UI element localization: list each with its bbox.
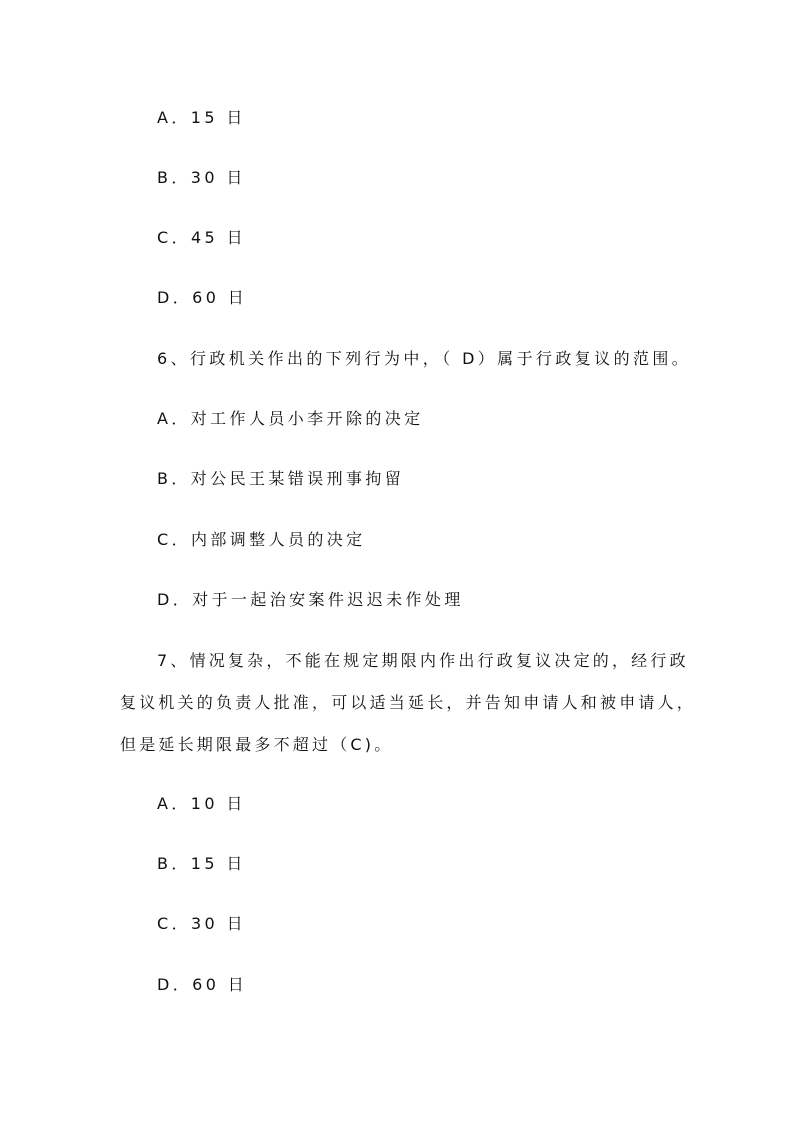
q6-option-c: C．内部调整人员的决定 <box>157 530 366 549</box>
q7-stem-line-1: 7、情况复杂，不能在规定期限内作出行政复议决定的，经行政 <box>157 651 689 670</box>
q7-option-d: D．60 日 <box>157 975 248 994</box>
q7-stem-line-3: 但是延长期限最多不超过（C)。 <box>120 735 394 754</box>
q5-option-d: D．60 日 <box>157 288 248 307</box>
q7-option-a: A．10 日 <box>157 794 246 813</box>
q6-option-d: D．对于一起治安案件迟迟未作处理 <box>157 590 464 609</box>
q5-option-b: B．30 日 <box>157 168 246 187</box>
q6-option-a: A．对工作人员小李开除的决定 <box>157 409 424 428</box>
q7-option-c: C．30 日 <box>157 914 247 933</box>
q7-stem-line-2: 复议机关的负责人批准，可以适当延长，并告知申请人和被申请人， <box>120 693 697 712</box>
q6-option-b: B．对公民王某错误刑事拘留 <box>157 469 405 488</box>
q5-option-c: C．45 日 <box>157 228 247 247</box>
q5-option-a: A．15 日 <box>157 108 246 127</box>
q6-stem: 6、行政机关作出的下列行为中，（ D）属于行政复议的范围。 <box>157 349 692 368</box>
q7-option-b: B．15 日 <box>157 854 246 873</box>
